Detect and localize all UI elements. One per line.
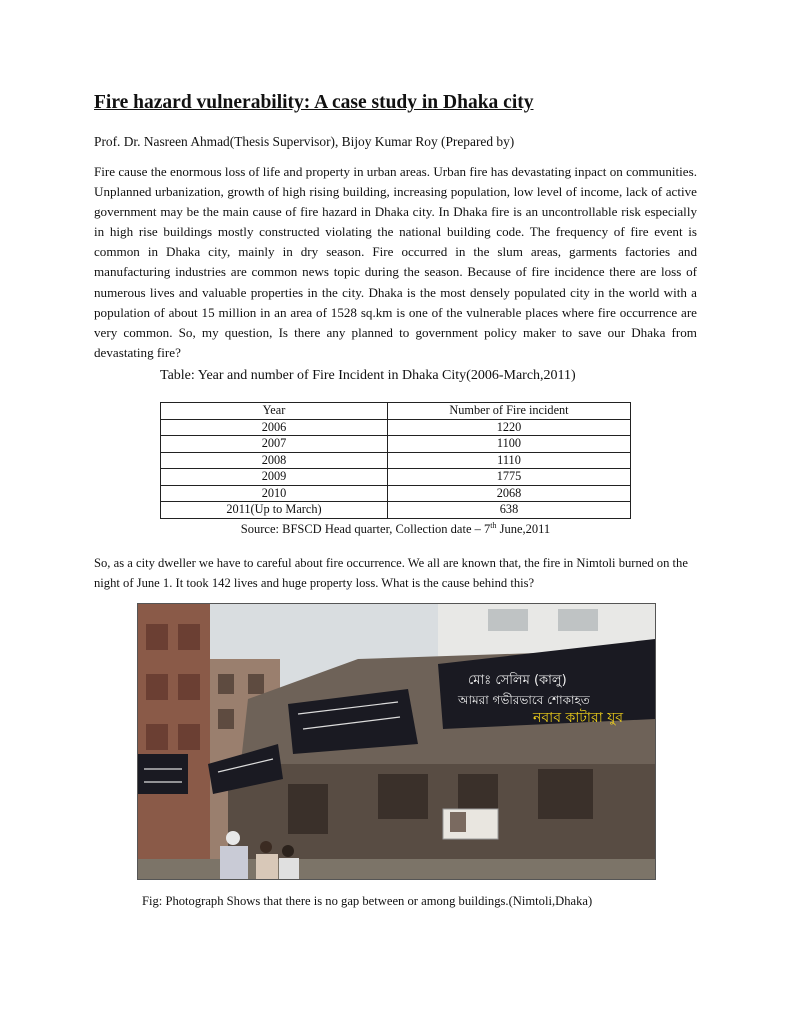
table-row [161, 452, 631, 469]
cell-incidents: 2068 [388, 485, 631, 502]
cell-year: 2007 [161, 436, 388, 453]
photo-illustration [138, 604, 655, 879]
figure-caption: Fig: Photograph Shows that there is no gap between or among buildings.(Nimtoli,Dhaka) [142, 894, 593, 908]
banner-line-1: মোঃ সেলিম (কালু) [468, 673, 567, 688]
nimtoli-photograph [137, 603, 656, 880]
cell-year: 2008 [161, 452, 388, 469]
header-year: Year [161, 403, 388, 420]
author-line: Prof. Dr. Nasreen Ahmad(Thesis Supervisor), Bijoy Kumar Roy (Prepared by) [94, 134, 515, 149]
cell-incidents: 1220 [388, 419, 631, 436]
table-row [161, 436, 631, 453]
source-date: June,2011 [496, 522, 551, 537]
banner-line-3: নবাব কাটারা যুব [533, 710, 624, 726]
table-header-row [161, 403, 631, 420]
intro-paragraph: Fire cause the enormous loss of life and property in urban areas. Urban fire has devastating inpact on communities. Unplanned urbanization, growth of high rising building, increasing population, low level of income, lack of active government may be the main cause of fire hazard in Dhaka city. In Dhaka fire is an uncontrollable risk especially in high rise buildings mostly constructed violating the national building code. The frequency of fire event is common in Dhaka city, mainly in dry season. Fire occurred in the slum areas, garments factories and manufacturing industries are common news topic during the season. Because of fire incidence there are loss of numerous lives and valuable properties in the city. Dhaka is the most densely populated city in the world with a population of about 15 million in an area of 1528 sq.km is one of the vulnerable places where fire occurrence are very common. So, my question, Is there any planned to government policy maker to save our Dhaka from devastating fire? [94, 164, 697, 360]
cell-year: 2010 [161, 485, 388, 502]
fire-incident-table [160, 402, 631, 519]
second-paragraph: So, as a city dweller we have to careful about fire occurrence. We all are known that, the fire in Nimtoli burned on the night of June 1. It took 142 lives and huge property loss. What is the cause behind this? [94, 556, 688, 590]
page-title: Fire hazard vulnerability: A case study in Dhaka city [94, 92, 534, 113]
table-row [161, 419, 631, 436]
table-row [161, 469, 631, 486]
cell-year: 2006 [161, 419, 388, 436]
source-text: Source: BFSCD Head quarter, Collection date – 7 [240, 522, 491, 537]
source-superscript: th [490, 521, 497, 530]
table-row [161, 485, 631, 502]
cell-incidents: 1100 [388, 436, 631, 453]
banner-line-2: আমরা গভীরভাবে শোকাহত [458, 693, 590, 707]
cell-incidents: 1110 [388, 452, 631, 469]
table-source [160, 521, 631, 537]
cell-incidents: 638 [388, 502, 631, 519]
header-incidents: Number of Fire incident [388, 403, 631, 420]
cell-incidents: 1775 [388, 469, 631, 486]
cell-year: 2009 [161, 469, 388, 486]
table-row [161, 502, 631, 519]
table-caption: Table: Year and number of Fire Incident in Dhaka City(2006-March,2011) [160, 368, 576, 383]
cell-year: 2011(Up to March) [161, 502, 388, 519]
